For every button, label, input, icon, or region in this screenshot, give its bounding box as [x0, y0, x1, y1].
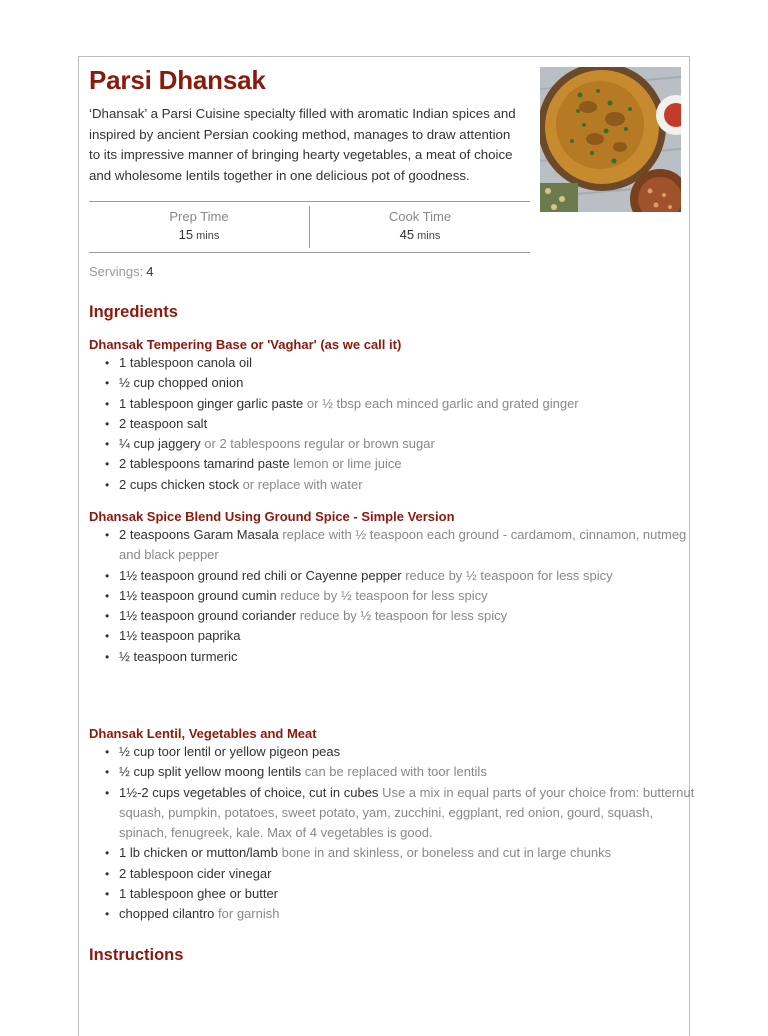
ingredient-item	[119, 414, 699, 434]
ingredient-note: or 2 tablespoons regular or brown sugar	[204, 436, 435, 452]
ingredient-text: chopped cilantro	[119, 906, 215, 922]
ingredient-note: lemon or lime juice	[293, 456, 402, 472]
servings-value: 4	[146, 264, 154, 279]
ingredient-list	[89, 525, 699, 667]
ingredient-text: ½ cup split yellow moong lentils	[119, 764, 302, 780]
ingredient-note: or ½ tbsp each minced garlic and grated ginger	[306, 395, 579, 411]
recipe-title: Parsi Dhansak	[89, 65, 266, 95]
group-title: Dhansak Lentil, Vegetables and Meat	[89, 726, 317, 741]
ingredient-note: reduce by ½ teaspoon for less spicy	[299, 608, 508, 624]
recipe-times	[89, 201, 530, 253]
prep-time-unit: mins	[196, 230, 220, 242]
ingredient-item	[119, 783, 699, 844]
ingredient-text: 1 lb chicken or mutton/lamb	[119, 845, 278, 861]
ingredient-item	[119, 904, 699, 924]
ingredient-note: reduce by ½ teaspoon for less spicy	[280, 587, 488, 603]
servings	[89, 264, 153, 279]
prep-time-value: 15	[178, 227, 194, 242]
ingredient-item	[119, 606, 699, 626]
dhansak-curry-photo-icon	[540, 67, 681, 212]
ingredient-item	[119, 394, 699, 414]
ingredient-item	[119, 762, 699, 782]
group-title: Dhansak Spice Blend Using Ground Spice - Simple Version	[89, 509, 455, 524]
cook-time	[309, 206, 530, 248]
ingredient-item	[119, 626, 699, 646]
prep-time-label: Prep Time	[169, 209, 229, 224]
ingredient-item	[119, 566, 699, 586]
ingredient-item	[119, 864, 699, 884]
ingredient-item	[119, 843, 699, 863]
ingredient-note: reduce by ½ teaspoon for less spicy	[405, 567, 613, 583]
ingredient-text: 2 tablespoons tamarind paste	[119, 456, 290, 472]
ingredient-item	[119, 353, 699, 373]
ingredient-list	[89, 742, 699, 925]
ingredient-text: ¼ cup jaggery	[119, 436, 201, 452]
group-title: Dhansak Tempering Base or 'Vaghar' (as we call it)	[89, 337, 402, 352]
ingredient-text: 2 teaspoons Garam Masala	[119, 527, 279, 542]
ingredients-heading: Ingredients	[89, 303, 178, 321]
ingredient-text: 1½ teaspoon ground red chili or Cayenne pepper	[119, 567, 402, 583]
ingredient-text: 1½ teaspoon ground cumin	[119, 587, 277, 603]
ingredient-text: ½ cup toor lentil or yellow pigeon peas	[119, 744, 341, 759]
ingredient-note: or replace with water	[242, 476, 363, 492]
cook-time-unit: mins	[417, 230, 441, 242]
ingredient-item	[119, 742, 699, 762]
ingredient-item	[119, 475, 699, 495]
instructions-heading: Instructions	[89, 946, 184, 964]
ingredient-note: for garnish	[218, 906, 280, 922]
cook-time-value: 45	[399, 227, 415, 242]
ingredient-text: 2 teaspoon salt	[119, 415, 208, 431]
recipe-photo	[540, 67, 681, 212]
ingredient-item	[119, 586, 699, 606]
ingredient-text: 1 tablespoon ginger garlic paste	[119, 395, 304, 411]
ingredient-text: 2 cups chicken stock	[119, 476, 239, 492]
ingredient-text: ½ cup chopped onion	[119, 375, 244, 391]
ingredient-text: 1½ teaspoon paprika	[119, 628, 241, 644]
prep-time	[89, 202, 309, 252]
ingredient-note: can be replaced with toor lentils	[304, 764, 487, 780]
ingredient-text: 1½-2 cups vegetables of choice, cut in cubes	[119, 784, 379, 800]
ingredient-item	[119, 525, 699, 566]
ingredient-text: ½ teaspoon turmeric	[119, 648, 238, 664]
ingredient-text: 2 tablespoon cider vinegar	[119, 865, 272, 881]
ingredient-item	[119, 434, 699, 454]
ingredient-item	[119, 647, 699, 667]
ingredient-list	[89, 353, 699, 495]
ingredient-text: 1 tablespoon canola oil	[119, 355, 252, 370]
servings-label: Servings:	[89, 264, 144, 279]
ingredient-note: bone in and skinless, or boneless and cut in large chunks	[281, 845, 612, 861]
ingredient-item	[119, 454, 699, 474]
recipe-card	[78, 56, 695, 1036]
ingredient-item	[119, 884, 699, 904]
ingredient-note: replace with ½ teaspoon each ground - cardamom, cinnamon, nutmeg and black pepper	[119, 527, 687, 563]
ingredient-text: 1½ teaspoon ground coriander	[119, 608, 297, 624]
ingredient-item	[119, 373, 699, 393]
ingredient-note: Use a mix in equal parts of your choice from: butternut squash, pumpkin, potatoes, sweet potato, yam, zucchini, eggplant, red onion, gourd, squash, spinach, fenugreek, kale. Max of 4 vegetables is good.	[119, 784, 695, 841]
cook-time-label: Cook Time	[388, 209, 452, 224]
recipe-intro: ‘Dhansak’ a Parsi Cuisine specialty filled with aromatic Indian spices and inspired by ancient Persian cooking method, manages to draw attention to its impressive manner of bringing hearty vegetables, a meat of choice and wholesome lentils together in one delicious pot of goodness.	[89, 106, 516, 183]
ingredient-text: 1 tablespoon ghee or butter	[119, 886, 279, 902]
